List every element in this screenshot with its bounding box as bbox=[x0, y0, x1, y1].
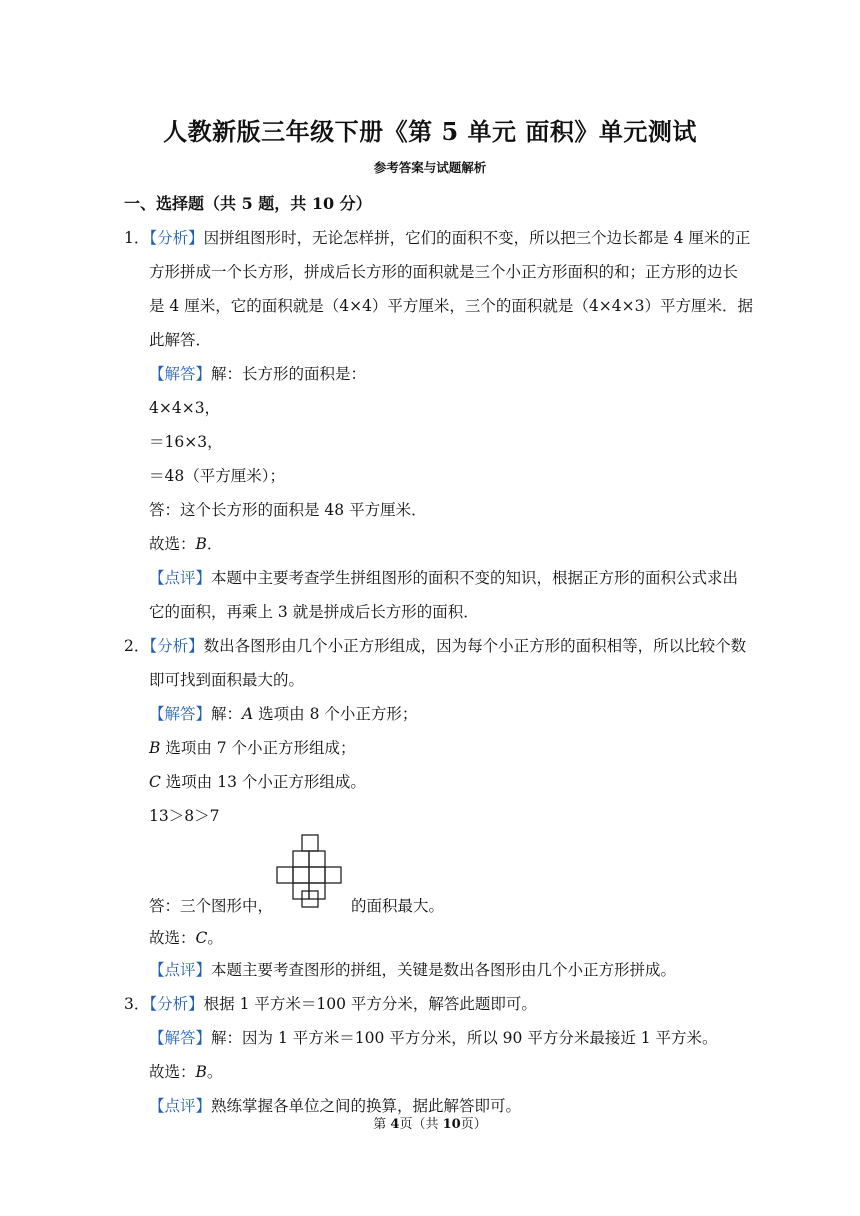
q3-answer-line bbox=[149, 1026, 718, 1048]
q2-answer-line bbox=[149, 702, 417, 724]
option-c-text: 选项由 13 个小正方形组成。 bbox=[160, 773, 366, 791]
option-a-text: 选项由 8 个小正方形； bbox=[253, 705, 418, 723]
q2-option-b bbox=[149, 736, 356, 758]
choice-suffix: 。 bbox=[207, 929, 223, 947]
q1-analysis-text: 因拼组图形时，无论怎样拼，它们的面积不变，所以把三个边长都是 4 厘米的正 bbox=[203, 229, 751, 247]
q2-reply-post: 的面积最大。 bbox=[351, 897, 445, 915]
answer-label: 【解答】 bbox=[149, 365, 212, 383]
option-a-letter: A bbox=[242, 705, 254, 723]
q2-choice bbox=[149, 926, 223, 948]
q3-analysis-text: 根据 1 平方米＝100 平方分米，解答此题即可。 bbox=[203, 995, 537, 1013]
choice-letter: B bbox=[195, 535, 207, 553]
q1-calc-3: ＝48（平方厘米）； bbox=[149, 467, 285, 485]
q2-compare: 13＞8＞7 bbox=[149, 807, 220, 825]
answer-label: 【解答】 bbox=[149, 1029, 212, 1047]
choice-prefix: 故选： bbox=[149, 1063, 196, 1081]
q1-analysis-line-3: 是 4 厘米，它的面积就是（4×4）平方厘米，三个的面积就是（4×4×3）平方厘米．据 bbox=[149, 297, 753, 315]
q2-comment-line bbox=[149, 958, 676, 980]
analysis-label: 【分析】 bbox=[149, 229, 204, 247]
section-heading: 一、选择题（共 5 题，共 10 分） bbox=[124, 194, 372, 213]
q2-analysis-line-2: 即可找到面积最大的。 bbox=[149, 671, 305, 689]
choice-suffix: ． bbox=[206, 535, 223, 553]
analysis-label: 【分析】 bbox=[149, 995, 204, 1013]
q1-comment-line-2: 它的面积，再乘上 3 就是拼成后长方形的面积． bbox=[149, 603, 479, 621]
q2-option-c bbox=[149, 770, 366, 792]
choice-prefix: 故选： bbox=[149, 929, 196, 947]
comment-label: 【点评】 bbox=[149, 1097, 212, 1115]
q1-calc-2: ＝16×3， bbox=[149, 433, 223, 451]
q1-choice bbox=[149, 532, 222, 554]
q2-answer-pre: 解： bbox=[211, 705, 243, 723]
q1-reply: 答：这个长方形的面积是 48 平方厘米． bbox=[149, 501, 427, 519]
q1-analysis-line bbox=[124, 226, 750, 248]
q1-comment-line bbox=[149, 566, 738, 588]
q1-number: 1． bbox=[124, 229, 150, 247]
q2-number: 2． bbox=[124, 637, 150, 655]
document-subtitle: 参考答案与试题解析 bbox=[373, 160, 487, 175]
footer-post: 页） bbox=[460, 1117, 487, 1132]
option-b-letter: B bbox=[149, 739, 161, 757]
comment-label: 【点评】 bbox=[149, 569, 212, 587]
q1-comment-text: 本题中主要考查学生拼组图形的面积不变的知识，根据正方形的面积公式求出 bbox=[211, 569, 739, 587]
q1-answer-line bbox=[149, 362, 366, 384]
comment-label: 【点评】 bbox=[149, 961, 212, 979]
q2-analysis-text: 数出各图形由几个小正方形组成，因为每个小正方形的面积相等，所以比较个数 bbox=[203, 637, 747, 655]
choice-letter: B bbox=[195, 1063, 207, 1081]
q2-comment-text: 本题主要考查图形的拼组，关键是数出各图形由几个小正方形拼成。 bbox=[211, 961, 677, 979]
q2-analysis-line bbox=[124, 634, 746, 656]
q1-calc-1: 4×4×3， bbox=[149, 399, 221, 417]
choice-suffix: 。 bbox=[206, 1063, 223, 1081]
q3-comment-text: 熟练掌握各单位之间的换算，据此解答即可。 bbox=[211, 1097, 522, 1115]
analysis-label: 【分析】 bbox=[149, 637, 204, 655]
answer-label: 【解答】 bbox=[149, 705, 212, 723]
document-title: 人教新版三年级下册《第 5 单元 面积》单元测试 bbox=[163, 117, 697, 146]
q1-answer-text: 解：长方形的面积是： bbox=[211, 365, 367, 383]
q3-analysis-line bbox=[124, 992, 537, 1014]
total-page-number: 10 bbox=[442, 1117, 461, 1132]
q1-analysis-line-2: 方形拼成一个长方形，拼成后长方形的面积就是三个小正方形面积的和；正方形的边长 bbox=[149, 263, 739, 281]
option-b-text: 选项由 7 个小正方形组成； bbox=[160, 739, 356, 757]
q1-analysis-line-4: 此解答． bbox=[149, 331, 212, 349]
q3-number: 3． bbox=[124, 995, 150, 1013]
q3-answer-text: 解：因为 1 平方米＝100 平方分米，所以 90 平方分米最接近 1 平方米。 bbox=[211, 1029, 718, 1047]
current-page-number: 4 bbox=[390, 1117, 400, 1132]
cross-shape-figure bbox=[274, 834, 348, 908]
footer-pre: 第 bbox=[373, 1117, 391, 1132]
option-c-letter: C bbox=[149, 773, 161, 791]
page-footer bbox=[0, 1113, 860, 1132]
q3-choice bbox=[149, 1060, 222, 1082]
choice-letter: C bbox=[195, 929, 208, 947]
q2-reply-pre: 答：三个图形中， bbox=[149, 897, 274, 915]
footer-mid: 页（共 bbox=[399, 1117, 443, 1132]
choice-prefix: 故选： bbox=[149, 535, 196, 553]
